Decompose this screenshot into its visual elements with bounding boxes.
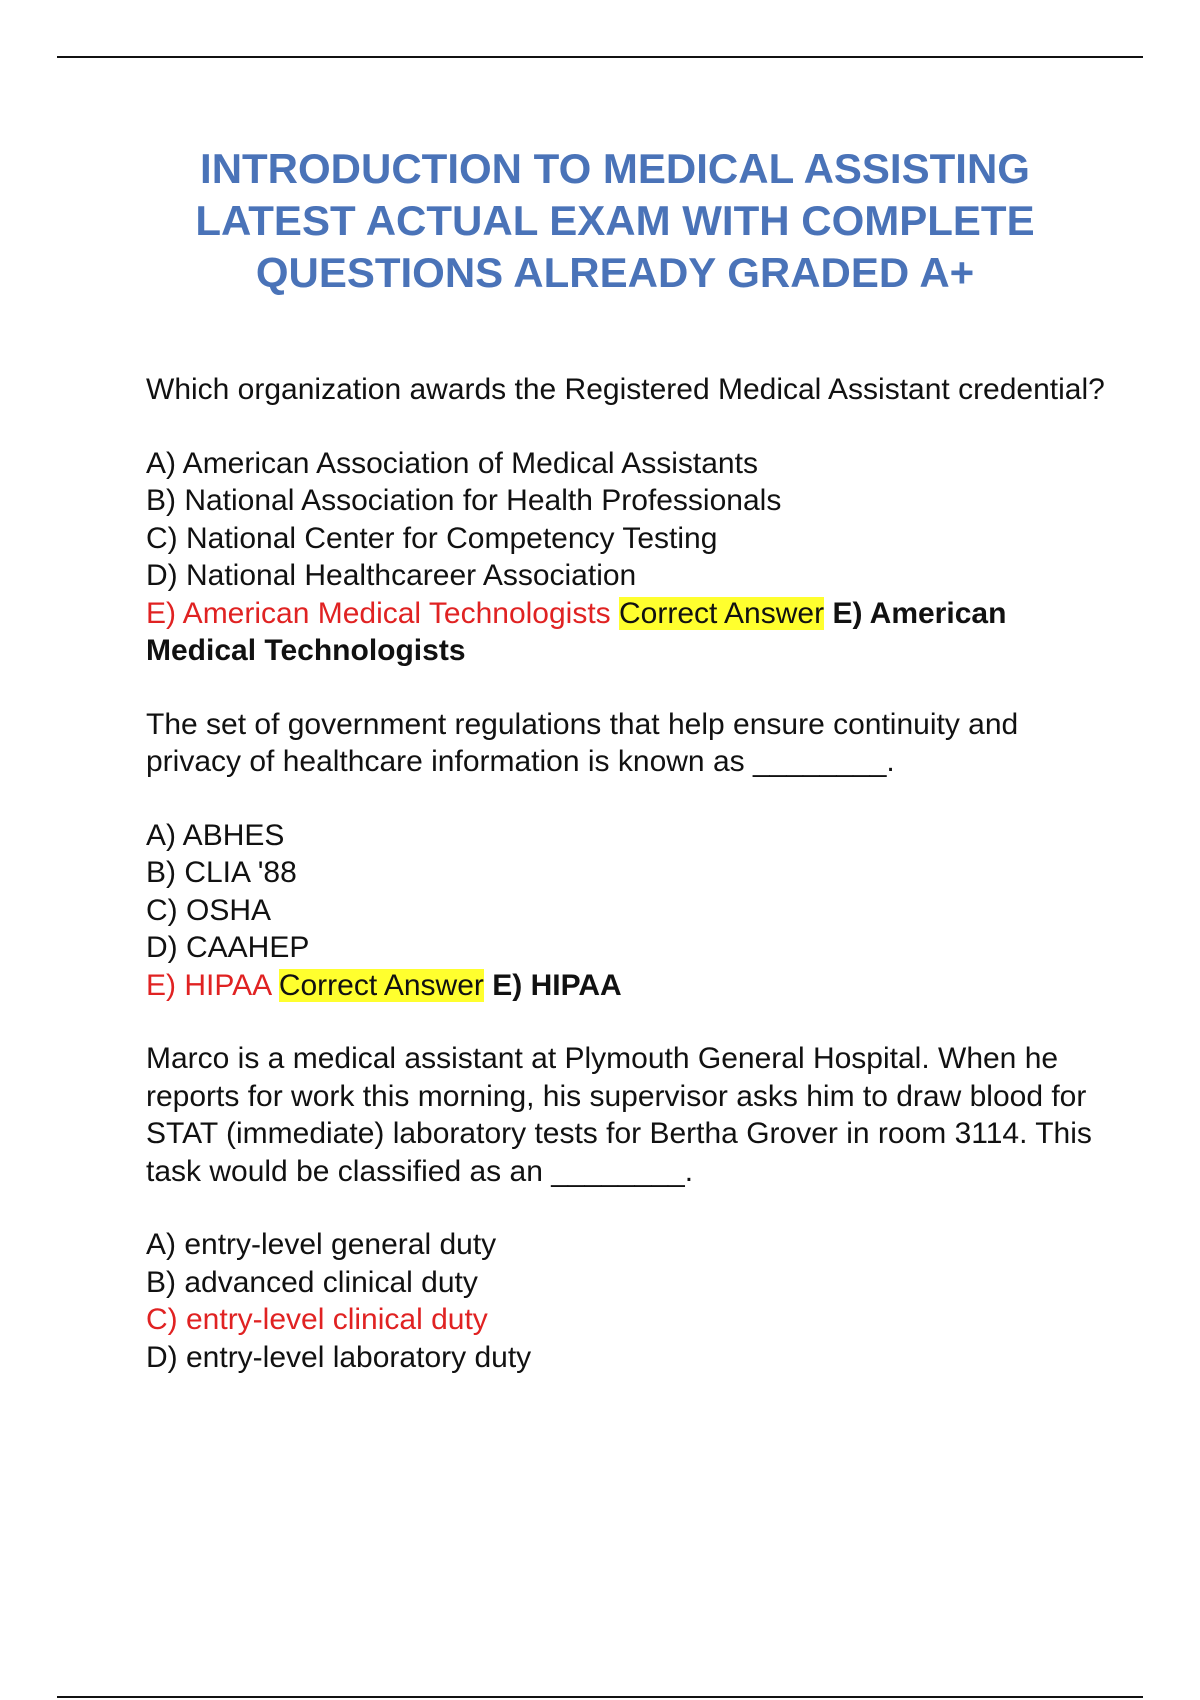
question-prompt: Marco is a medical assistant at Plymouth General Hospital. When he reports for work this morning, his supervisor asks him to draw blood for STAT (immediate) laboratory tests for Bertha Grover in room 3114. This task would be classified as an ________. [146, 1042, 1092, 1188]
question-prompt: Which organization awards the Registered Medical Assistant credential? [146, 373, 1105, 406]
top-rule [57, 56, 1143, 58]
option-item: B) CLIA '88 [146, 856, 297, 889]
question-prompt: The set of government regulations that help ensure continuity and privacy of healthcare information is known as ________. [146, 707, 1019, 778]
marked-option: E) HIPAA [146, 968, 271, 1002]
option-item: D) National Healthcareer Association [146, 559, 637, 592]
title-line: QUESTIONS ALREADY GRADED A+ [255, 249, 975, 296]
document-body [146, 371, 1106, 1376]
title-line: LATEST ACTUAL EXAM WITH COMPLETE [195, 197, 1035, 244]
correct-answer-label: Correct Answer [278, 968, 484, 1002]
question-block [146, 706, 1106, 1005]
option-item-highlighted: C) entry-level clinical duty [146, 1303, 488, 1336]
question-block [146, 1040, 1106, 1376]
answer-line [146, 595, 1106, 670]
option-item: B) National Association for Health Professionals [146, 484, 782, 517]
option-item: C) OSHA [146, 893, 272, 927]
option-item: A) entry-level general duty [146, 1228, 497, 1261]
marked-option: E) American Medical Technologists [146, 596, 611, 630]
bottom-rule [57, 1696, 1143, 1698]
correct-answer-text: E) American Medical Technologists [146, 596, 1007, 667]
correct-answer-label: Correct Answer [619, 596, 825, 630]
option-item: D) CAAHEP [146, 931, 310, 964]
document-title [130, 143, 1100, 299]
option-item: C) National Center for Competency Testing [146, 521, 718, 555]
option-item: D) entry-level laboratory duty [146, 1340, 532, 1374]
option-list [146, 445, 1106, 670]
option-item: A) American Association of Medical Assistants [146, 446, 758, 480]
option-item: A) ABHES [146, 818, 285, 852]
answer-line [146, 967, 1106, 1005]
question-block [146, 371, 1106, 670]
option-item: B) advanced clinical duty [146, 1265, 478, 1299]
correct-answer-text: E) HIPAA [492, 968, 622, 1002]
option-list [146, 817, 1106, 1005]
option-list [146, 1226, 1106, 1376]
title-line: INTRODUCTION TO MEDICAL ASSISTING [200, 145, 1030, 192]
